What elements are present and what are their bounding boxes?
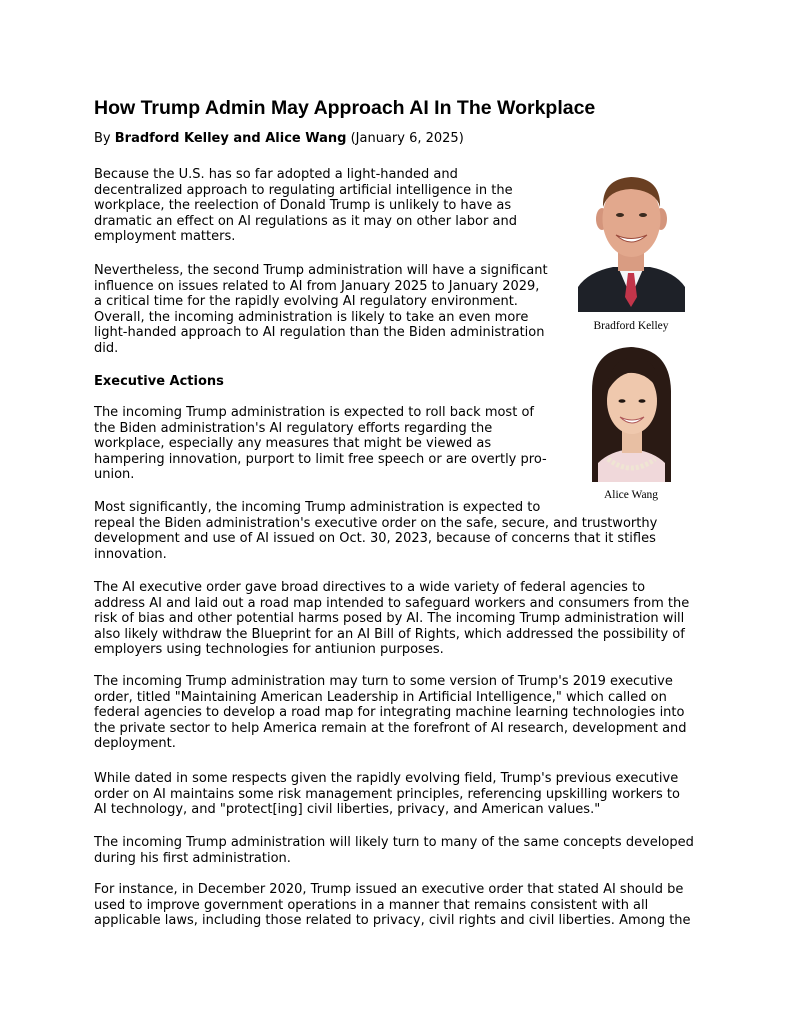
text-line: deployment.	[94, 736, 176, 752]
para-ai-order	[94, 580, 689, 658]
byline-date: (January 6, 2025)	[346, 131, 464, 146]
text-line: light-handed approach to AI regulation than the Biden administration	[94, 325, 545, 341]
byline-authors: Bradford Kelley and Alice Wang	[114, 131, 347, 146]
text-line: The AI executive order gave broad directives to a wide variety of federal agencies to	[94, 580, 646, 595]
author-photo-alice-wang	[578, 341, 685, 482]
para-intro	[94, 167, 517, 245]
text-line: Most significantly, the incoming Trump administration is expected to	[94, 500, 541, 515]
text-line: The incoming Trump administration is expected to roll back most of	[94, 405, 534, 420]
article	[94, 96, 706, 147]
text-line: Executive Actions	[94, 374, 224, 389]
text-line: hampering innovation, purport to limit free speech or are overtly pro-	[94, 451, 547, 467]
text-line: federal agencies to develop a road map for integrating machine learning technologies into	[94, 705, 685, 721]
text-line: risk of bias and other potential harms posed by AI. The incoming Trump administration will	[94, 611, 685, 627]
text-line: dramatic an effect on AI regulations as it may on other labor and	[94, 213, 517, 229]
text-line: the private sector to help America remain at the forefront of AI research, development and	[94, 720, 687, 736]
text-line: repeal the Biden administration's executive order on the safe, secure, and trustworthy	[94, 515, 658, 531]
text-line: order, titled "Maintaining American Leadership in Artificial Intelligence," which called on	[94, 689, 667, 705]
text-line: While dated in some respects given the rapidly evolving field, Trump's previous executive	[94, 771, 679, 786]
text-line: applicable laws, including those related to privacy, civil rights and civil liberties. Among the	[94, 913, 691, 929]
text-line: workplace, especially any measures that might be viewed as	[94, 436, 492, 452]
para-dated	[94, 771, 680, 818]
text-line: AI technology, and "protect[ing] civil liberties, privacy, and American values."	[94, 802, 601, 818]
text-line: Because the U.S. has so far adopted a light-handed and	[94, 167, 458, 182]
byline	[94, 131, 706, 147]
text-line: influence on issues related to AI from January 2025 to January 2029,	[94, 278, 540, 294]
text-line: The incoming Trump administration may turn to some version of Trump's 2019 executive	[94, 674, 673, 689]
text-line: development and use of AI issued on Oct. 30, 2023, because of concerns that it stifles	[94, 531, 656, 547]
article-title: How Trump Admin May Approach AI In The Workplace	[94, 97, 596, 119]
para-rollback	[94, 405, 547, 483]
text-line: during his first administration.	[94, 850, 291, 866]
text-line: The incoming Trump administration will likely turn to many of the same concepts developed	[94, 835, 694, 850]
para-repeal	[94, 500, 657, 562]
text-line: For instance, in December 2020, Trump issued an executive order that stated AI should be	[94, 882, 684, 897]
text-line: also likely withdraw the Blueprint for an AI Bill of Rights, which addressed the possibility of	[94, 626, 685, 642]
text-line: Nevertheless, the second Trump administration will have a significant	[94, 263, 548, 278]
text-line: did.	[94, 340, 119, 356]
text-line: employers using technologies for antiunion purposes.	[94, 642, 444, 658]
photo-caption-bradford-kelley: Bradford Kelley	[593, 320, 669, 332]
text-line: employment matters.	[94, 229, 236, 245]
para-december-2020	[94, 882, 691, 929]
photo-caption-alice-wang: Alice Wang	[603, 489, 659, 501]
text-line: order on AI maintains some risk management principles, referencing upskilling workers to	[94, 786, 680, 802]
text-line: workplace, the reelection of Donald Trump is unlikely to have as	[94, 198, 512, 214]
text-line: innovation.	[94, 546, 167, 562]
para-2019-order	[94, 674, 687, 752]
section-heading-executive-actions	[94, 374, 224, 390]
text-line: address AI and laid out a road map intended to safeguard workers and consumers from the	[94, 595, 690, 611]
portrait-woman-icon	[578, 341, 685, 482]
text-line: a critical time for the rapidly evolving AI regulatory environment.	[94, 294, 518, 310]
author-photo-bradford-kelley	[578, 169, 685, 312]
text-line: decentralized approach to regulating artificial intelligence in the	[94, 182, 513, 198]
para-same-concepts	[94, 835, 694, 866]
portrait-man-icon	[578, 169, 685, 312]
text-line: union.	[94, 467, 135, 483]
para-nevertheless	[94, 263, 548, 357]
byline-prefix: By	[94, 131, 115, 146]
text-line: used to improve government operations in a manner that remains consistent with all	[94, 897, 649, 913]
text-line: the Biden administration's AI regulatory efforts regarding the	[94, 420, 493, 436]
text-line: Overall, the incoming administration is likely to take an even more	[94, 309, 529, 325]
